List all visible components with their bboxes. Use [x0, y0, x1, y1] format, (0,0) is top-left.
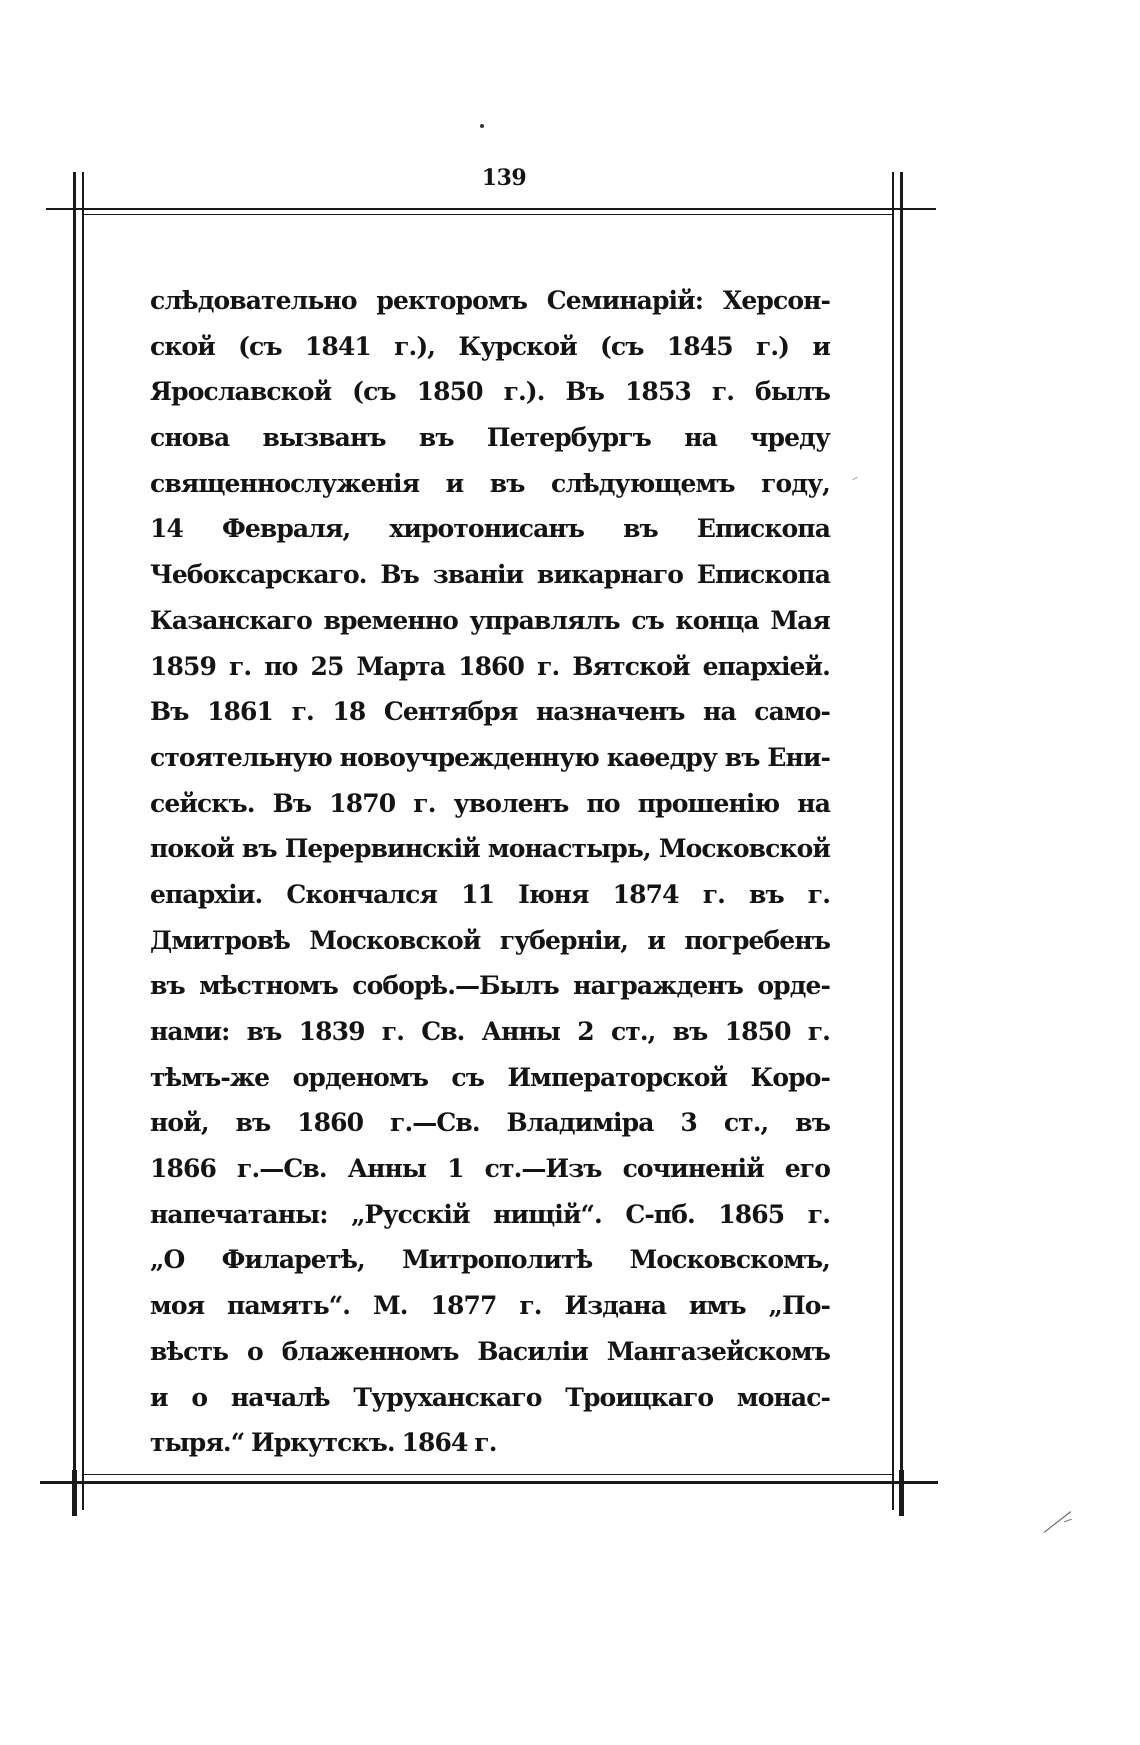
bottom-rule-inner — [84, 1474, 892, 1475]
frame-right-inner-rule — [892, 172, 894, 1510]
frame-left-heavy-tick — [72, 1470, 77, 1516]
text-line: Чебоксарскаго. Въ званіи викарнаго Епископа — [150, 560, 830, 590]
text-line: „О Филаретѣ, Митрополитѣ Московскомъ, — [150, 1245, 830, 1275]
text-line: снова вызванъ въ Петербургъ на чреду — [150, 423, 830, 453]
pencil-mark — [1064, 1519, 1072, 1523]
page-number: 139 — [481, 165, 527, 191]
text-line: вѣсть о блаженномъ Василіи Мангазейскомъ — [150, 1336, 830, 1366]
top-rule-inner — [84, 214, 892, 215]
text-line: 1859 г. по 25 Марта 1860 г. Вятской епархіей. — [150, 651, 830, 681]
text-line: ной, въ 1860 г.—Св. Владиміра 3 ст., въ — [150, 1108, 830, 1138]
text-line: напечатаны: „Русскій нищій“. С-пб. 1865 г. — [150, 1199, 830, 1229]
top-rule-outer — [46, 208, 936, 210]
text-line: стоятельную новоучрежденную каѳедру въ Ени- — [150, 742, 830, 772]
frame-right-heavy-tick — [899, 1470, 904, 1516]
body-text — [150, 278, 830, 1466]
text-line: сейскъ. Въ 1870 г. уволенъ по прошенію на — [150, 788, 830, 818]
text-line: Дмитровѣ Московской губерніи, и погребенъ — [150, 925, 830, 955]
text-line: слѣдовательно ректоромъ Семинарій: Херсон- — [150, 286, 830, 315]
text-line: покой въ Перервинскій монастырь, Московской — [150, 834, 830, 864]
text-line: священнослуженія и въ слѣдующемъ году, — [150, 468, 830, 498]
text-line: тыря.“ Иркутскъ. 1864 г. — [150, 1428, 497, 1458]
bottom-rule-outer — [40, 1481, 938, 1484]
ink-dot — [480, 124, 484, 128]
text-line: епархіи. Скончался 11 Іюня 1874 г. въ г. — [150, 879, 830, 909]
text-line: Въ 1861 г. 18 Сентября назначенъ на само- — [150, 697, 830, 727]
text-line: Казанскаго временно управлялъ съ конца Мая — [150, 605, 830, 635]
text-line: и о началѣ Туруханскаго Троицкаго монас- — [150, 1382, 830, 1412]
text-line: 1866 г.—Св. Анны 1 ст.—Изъ сочиненій его — [150, 1154, 830, 1184]
text-line: въ мѣстномъ соборѣ.—Былъ награжденъ орде- — [150, 971, 830, 1001]
text-line: моя память“. М. 1877 г. Издана имъ „По- — [150, 1291, 830, 1321]
text-line: 14 Февраля, хиротонисанъ въ Епископа — [150, 514, 830, 544]
margin-mark — [852, 477, 858, 481]
frame-left-inner-rule — [82, 172, 84, 1510]
text-line: Ярославской (съ 1850 г.). Въ 1853 г. былъ — [150, 377, 830, 407]
text-line: ской (съ 1841 г.), Курской (съ 1845 г.) и — [150, 331, 830, 361]
pencil-mark — [1044, 1511, 1071, 1533]
frame-right-outer-rule — [900, 172, 903, 1510]
text-line: нами: въ 1839 г. Св. Анны 2 ст., въ 1850 г. — [150, 1017, 830, 1046]
frame-left-outer-rule — [73, 172, 76, 1510]
text-line: тѣмъ-же орденомъ съ Императорской Коро- — [150, 1062, 830, 1092]
